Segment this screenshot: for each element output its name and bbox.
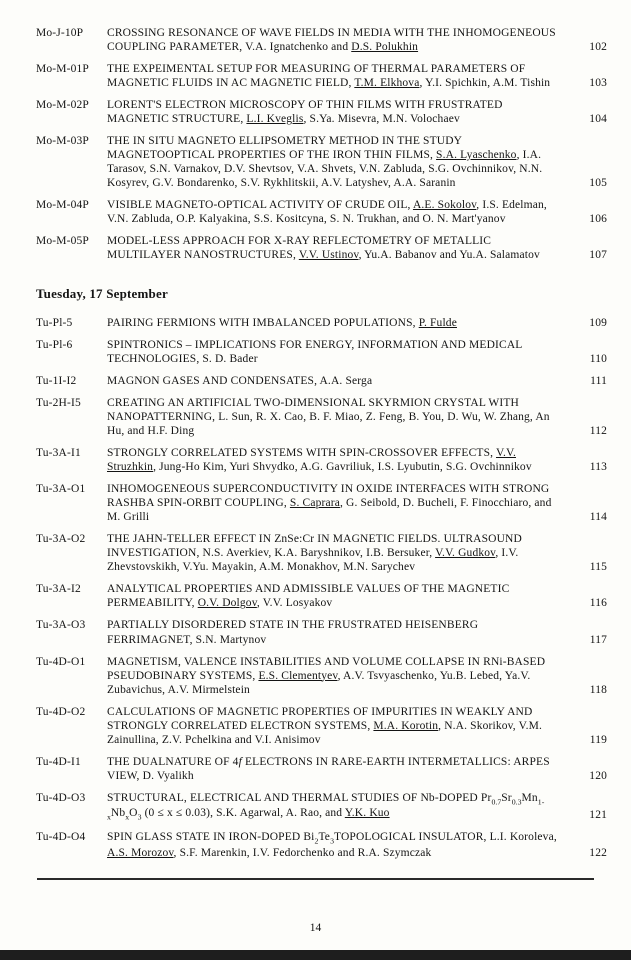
scan-edge-artifact [0,950,631,960]
entry-page-number: 121 [589,809,607,822]
entry-title-authors: STRONGLY CORRELATED SYSTEMS WITH SPIN-CROSSOVER EFFECTS, V.V. Struzhkin, Jung-Ho Kim, Yuri Shvydko, A.G. Gavriliuk, I.S. Lyubutin, S.G. Ovchinnikov [107,447,532,474]
entry-page-number: 111 [590,375,607,388]
entry-page-number: 119 [589,733,607,746]
entry-page-number: 103 [589,77,607,90]
session-code: Tu-1I-I2 [36,375,77,388]
toc-entry-row [36,234,607,262]
section-heading: Tuesday, 17 September [36,286,168,302]
entry-page-number: 114 [589,511,607,524]
entry-title-authors: THE EXPEIMENTAL SETUP FOR MEASURING OF THERMAL PARAMETERS OF MAGNETIC FLUIDS IN AC MAGNETIC FIELD, T.M. Elkhova, Y.I. Spichkin, A.M. Tishin [107,63,551,90]
entry-page-number: 109 [589,317,607,330]
session-code: Tu-4D-I1 [36,755,81,768]
entry-title-authors: SPINTRONICS – IMPLICATIONS FOR ENERGY, INFORMATION AND MEDICAL TECHNOLOGIES, S. D. Bader [107,339,523,366]
toc-entry-row [36,26,607,54]
session-code: Tu-3A-O1 [36,483,86,496]
entry-page-number: 105 [589,177,607,190]
session-code: Mo-J-10P [36,27,84,39]
entry-page-number: 106 [589,213,607,226]
entry-title-authors: STRUCTURAL, ELECTRICAL AND THERMAL STUDIES OF Nb-DOPED $Pr_{0.7}Sr_{0.3}Mn_{1-x}Nb_xO_3$ (0 ≤ x ≤ 0.03), S.K. Agarwal, A. Rao, and Y.K. Kuo [107,791,545,822]
entry-title-authors: MODEL-LESS APPROACH FOR X-RAY REFLECTOMETRY OF METALLIC MULTILAYER NANOSTRUCTURES, V.V. Ustinov, Yu.A. Babanov and Yu.A. Salamatov [107,235,540,262]
entry-title-authors: PAIRING FERMIONS WITH IMBALANCED POPULATIONS, P. Fulde [107,317,457,330]
entry-page-number: 112 [589,425,607,438]
session-code: Tu-4D-O3 [36,791,86,804]
entry-page-number: 110 [589,353,607,366]
session-code: Mo-M-03P [36,135,89,148]
entry-title-authors: THE IN SITU MAGNETO ELLIPSOMETRY METHOD IN THE STUDY MAGNETOOPTICAL PROPERTIES OF THE IRON THIN FILMS, S.A. Lyaschenko, I.A. Tarasov, S.N. Varnakov, D.V. Shevtsov, V.A. Shvets, V.N. Zabluda, S.G. Ovchinnikov, N.N. Kosyrev, G.V. Bondarenko, S.V. Rykhlitskii, A.V. Latyshev, A.A. Saranin [107,135,543,190]
entry-title-authors: MAGNETISM, VALENCE INSTABILITIES AND VOLUME COLLAPSE IN RNi-BASED PSEUDOBINARY SYSTEMS, E.S. Clementyev, A.V. Tsvyaschenko, Yu.B. Lebed, Ya.V. Zubavichus, A.V. Mirmelstein [107,655,546,696]
toc-list [36,26,607,868]
toc-entry-row [36,446,607,474]
entry-title-authors: ANALYTICAL PROPERTIES AND ADMISSIBLE VALUES OF THE MAGNETIC PERMEABILITY, O.V. Dolgov, V.V. Losyakov [107,583,510,610]
entry-title-authors: PARTIALLY DISORDERED STATE IN THE FRUSTRATED HEISENBERG FERRIMAGNET, S.N. Martynov [107,619,479,646]
toc-entry-row [36,134,607,190]
entry-page-number: 102 [589,41,607,54]
toc-entry-row [36,374,607,388]
entry-page-number: 116 [589,597,607,610]
page-number: 14 [309,922,322,934]
toc-entry-row [36,482,607,524]
entry-page-number: 117 [589,633,607,646]
toc-entry-row [36,62,607,90]
entry-page-number: 104 [589,113,607,126]
footer-rule [37,878,594,880]
toc-entry-row [36,618,607,646]
entry-title-authors: THE DUALNATURE OF 4f ELECTRONS IN RARE-EARTH INTERMETALLICS: ARPES VIEW, D. Vyalikh [107,755,550,782]
entry-page-number: 113 [589,461,607,474]
entry-page-number: 122 [589,847,607,860]
entry-title-authors: INHOMOGENEOUS SUPERCONDUCTIVITY IN OXIDE INTERFACES WITH STRONG RASHBA SPIN-ORBIT COUPLING, S. Caprara, G. Seibold, D. Bucheli, F. Finocchiaro, and M. Grilli [107,483,552,524]
toc-entry-row [36,830,607,860]
entry-title-authors: CALCULATIONS OF MAGNETIC PROPERTIES OF IMPURITIES IN WEAKLY AND STRONGLY CORRELATED ELECTRON SYSTEMS, M.A. Korotin, N.A. Skorikov, V.M. Zainullina, Z.V. Pchelkina and V.I. Anisimov [107,705,543,746]
toc-entry-row [36,198,607,226]
entry-title-authors: LORENT'S ELECTRON MICROSCOPY OF THIN FILMS WITH FRUSTRATED MAGNETIC STRUCTURE, L.I. Kveglis, S.Ya. Misevra, M.N. Volochaev [107,99,503,126]
entry-page-number: 115 [589,561,607,574]
session-code: Tu-3A-I2 [36,583,81,596]
entry-page-number: 107 [589,249,607,262]
entry-title-authors: CREATING AN ARTIFICIAL TWO-DIMENSIONAL SKYRMION CRYSTAL WITH NANOPATTERNING, L. Sun, R. X. Cao, B. F. Miao, Z. Feng, B. You, D. Wu, W. Zhang, An Hu, and H.F. Ding [107,397,550,438]
entry-page-number: 118 [589,683,607,696]
toc-entry-row [36,582,607,610]
toc-entry-row [36,791,607,823]
session-code: Mo-M-01P [36,63,89,76]
entry-page-number: 120 [589,769,607,782]
entry-title-authors: CROSSING RESONANCE OF WAVE FIELDS IN MEDIA WITH THE INHOMOGENEOUS COUPLING PARAMETER, V.A. Ignatchenko and D.S. Polukhin [107,27,556,54]
entry-title-authors: SPIN GLASS STATE IN IRON-DOPED $Bi_2Te_3TOPOLOGICAL$ INSULATOR, L.I. Koroleva, A.S. Morozov, S.F. Marenkin, I.V. Fedorchenko and R.A. Szymczak [107,831,557,860]
session-code: Mo-M-04P [36,199,89,212]
toc-entry-row [36,532,607,574]
session-code: Tu-2H-I5 [36,397,81,410]
session-code: Tu-Pl-5 [36,317,73,330]
session-code: Tu-3A-I1 [36,447,81,460]
session-code: Tu-3A-O3 [36,619,86,632]
toc-entry-row [36,316,607,330]
session-code: Tu-Pl-6 [36,339,73,352]
toc-entry-row [36,98,607,126]
session-code: Tu-4D-O2 [36,705,86,718]
session-code: Tu-3A-O2 [36,533,86,546]
toc-entry-row [36,338,607,366]
session-code: Mo-M-05P [36,235,89,248]
entry-title-authors: MAGNON GASES AND CONDENSATES, A.A. Serga [107,375,373,388]
session-code: Tu-4D-O1 [36,655,86,668]
toc-entry-row [36,755,607,783]
entry-title-authors: VISIBLE MAGNETO-OPTICAL ACTIVITY OF CRUDE OIL, A.E. Sokolov, I.S. Edelman, V.N. Zabluda, O.P. Kalyakina, S.S. Kositcyna, S. N. Trukhan, and O. N. Mart'yanov [107,199,547,226]
session-code: Mo-M-02P [36,99,89,112]
entry-title-authors: THE JAHN-TELLER EFFECT IN ZnSe:Cr IN MAGNETIC FIELDS. ULTRASOUND INVESTIGATION, N.S. Averkiev, K.A. Baryshnikov, I.B. Bersuker, V.V. Gudkov, I.V. Zhevstovskikh, V.Yu. Mayakin, A.M. Monakhov, M.N. Sarychev [107,533,522,574]
toc-entry-row [36,655,607,697]
session-code: Tu-4D-O4 [36,831,86,844]
toc-entry-row [36,396,607,438]
toc-entry-row [36,705,607,747]
